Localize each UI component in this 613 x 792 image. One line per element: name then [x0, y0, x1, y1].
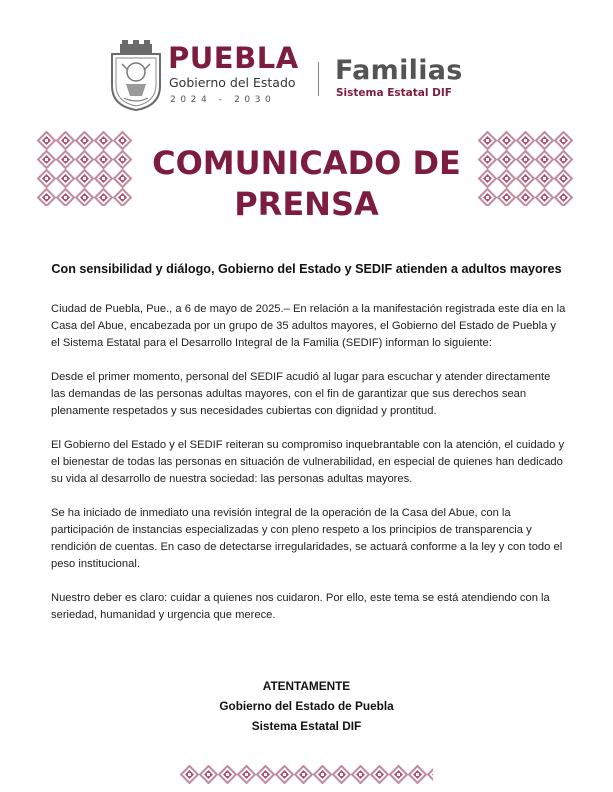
puebla-logo-text: PUEBLA — [168, 41, 299, 75]
logo-subtitle: Gobierno del Estado — [169, 75, 296, 90]
body-paragraph: Se ha iniciado de inmediato una revisión integral de la operación de la Casa del Abue, con la participación de instancias especializadas y con pleno respeto a los principios de transparencia y rendición de cuentas. En caso de detectarse irregularidades, se actuará conforme a la ley y con todo el peso institucional. — [51, 507, 563, 570]
familias-logo-text: Familias — [335, 55, 463, 86]
signature-government: Gobierno del Estado de Puebla — [219, 699, 394, 713]
logo-years: 2024 - 2030 — [170, 95, 276, 105]
body-paragraph: Nuestro deber es claro: cuidar a quienes nos cuidaron. Por ello, este tema se está atendiendo con la seriedad, humanidad y urgencia que merece. — [51, 592, 550, 621]
title-line-1: COMUNICADO DE — [152, 144, 461, 182]
body-paragraph: El Gobierno del Estado y el SEDIF reiteran su compromiso inquebrantable con la atención, el cuidado y el bienestar de todas las personas en situación de vulnerabilidad, en especial de quienes han dedicado su vida al desarrollo de nuestra sociedad: las personas adultas mayores. — [51, 439, 565, 485]
pattern-left-icon — [37, 131, 132, 206]
body-paragraph: Ciudad de Puebla, Pue., a 6 de mayo de 2025.– En relación a la manifestación registrada este día en la Casa del Abue, encabezada por un grupo de 35 adultos mayores, el Gobierno del Estado de Puebla y el Sistema Estatal para el Desarrollo Integral de la Familia (SEDIF) informan lo siguiente: — [51, 303, 566, 349]
press-release-title — [130, 143, 483, 225]
dif-logo-subtitle: Sistema Estatal DIF — [336, 87, 452, 99]
signature-dif: Sistema Estatal DIF — [251, 719, 362, 733]
pattern-right-icon — [478, 131, 573, 206]
signature-salutation: ATENTAMENTE — [262, 679, 351, 693]
press-release-subtitle: Con sensibilidad y diálogo, Gobierno del Estado y SEDIF atienden a adultos mayores — [51, 262, 562, 276]
signature-block — [0, 676, 613, 736]
body-paragraph: Desde el primer momento, personal del SEDIF acudió al lugar para escuchar y atender directamente las demandas de las personas adultas mayores, con el fin de garantizar que sus derechos sean plenamente respetados y sus necesidades cubiertas con dignidad y prontitud. — [51, 371, 551, 417]
coat-of-arms-icon — [108, 40, 164, 112]
pattern-bottom-icon — [180, 765, 433, 784]
letterhead — [0, 0, 613, 120]
title-line-2: PRENSA — [234, 185, 379, 223]
logo-divider — [318, 62, 319, 96]
press-release-body — [51, 301, 567, 641]
